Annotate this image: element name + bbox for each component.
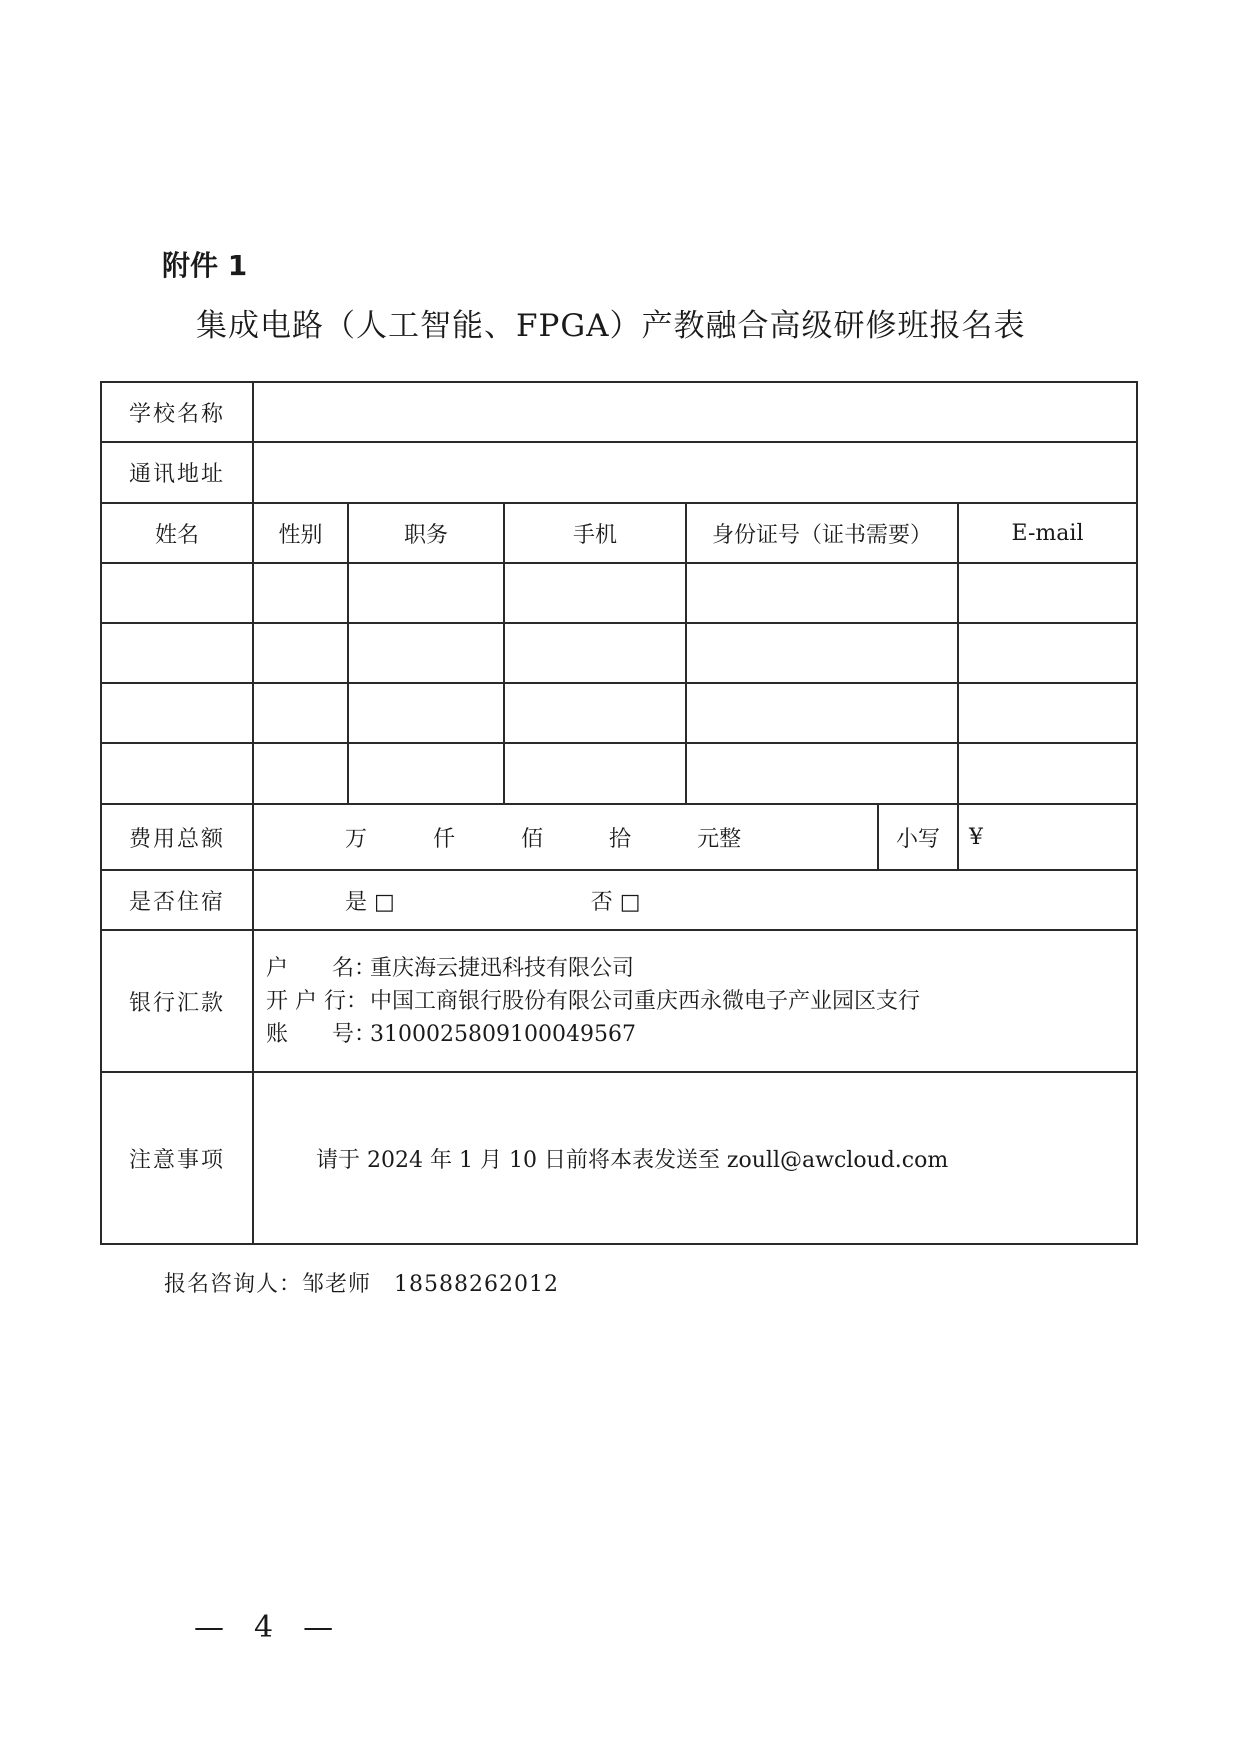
id-cell[interactable] — [686, 563, 958, 623]
phone-cell[interactable] — [504, 563, 686, 623]
position-cell[interactable] — [348, 623, 504, 683]
name-cell[interactable] — [101, 743, 253, 804]
id-cell[interactable] — [686, 743, 958, 804]
account-name: 重庆海云捷迅科技有限公司 — [370, 955, 635, 981]
account-number-key: 账 号： — [266, 1021, 377, 1047]
lodging-label: 是否住宿 — [101, 870, 253, 930]
notes-text: 请于 2024 年 1 月 10 日前将本表发送至 zoull@awcloud.com — [253, 1072, 1137, 1244]
address-row — [101, 442, 1137, 503]
table-row — [101, 563, 1137, 623]
bank-name-key: 开 户 行： — [266, 988, 368, 1014]
bank-info — [253, 930, 1137, 1072]
header-position: 职务 — [348, 503, 504, 563]
header-id-number: 身份证号（证书需要） — [686, 503, 958, 563]
fee-unit-yuan: 元整 — [697, 826, 742, 852]
fee-row — [101, 804, 1137, 870]
yen-symbol: ¥ — [969, 824, 983, 850]
gender-cell[interactable] — [253, 623, 348, 683]
school-field[interactable] — [253, 382, 1137, 442]
gender-cell[interactable] — [253, 683, 348, 743]
header-row — [101, 503, 1137, 563]
account-number: 3100025809100049567 — [370, 1021, 636, 1047]
notes-row — [101, 1072, 1137, 1244]
bank-row — [101, 930, 1137, 1072]
fee-label: 费用总额 — [101, 804, 253, 870]
lodging-yes-checkbox[interactable]: 是 □ — [345, 889, 395, 915]
position-cell[interactable] — [348, 563, 504, 623]
name-cell[interactable] — [101, 563, 253, 623]
email-cell[interactable] — [958, 683, 1137, 743]
school-row — [101, 382, 1137, 442]
table-row — [101, 623, 1137, 683]
bank-name: 中国工商银行股份有限公司重庆西永微电子产业园区支行 — [370, 988, 921, 1014]
school-label: 学校名称 — [101, 382, 253, 442]
fee-unit-wan: 万 — [345, 826, 368, 852]
id-cell[interactable] — [686, 623, 958, 683]
email-cell[interactable] — [958, 563, 1137, 623]
bank-label: 银行汇款 — [101, 930, 253, 1072]
phone-cell[interactable] — [504, 683, 686, 743]
lodging-row — [101, 870, 1137, 930]
header-phone: 手机 — [504, 503, 686, 563]
address-field[interactable] — [253, 442, 1137, 503]
name-cell[interactable] — [101, 623, 253, 683]
form-title: 集成电路（人工智能、FPGA）产教融合高级研修班报名表 — [196, 308, 1026, 344]
name-cell[interactable] — [101, 683, 253, 743]
fee-amount-field[interactable] — [253, 804, 878, 870]
fee-unit-shi: 拾 — [609, 826, 632, 852]
lodging-no-checkbox[interactable]: 否 □ — [590, 889, 641, 915]
gender-cell[interactable] — [253, 743, 348, 804]
lodging-options — [253, 870, 1137, 930]
contact-info: 报名咨询人：邹老师 18588262012 — [164, 1272, 559, 1297]
header-name: 姓名 — [101, 503, 253, 563]
address-label: 通讯地址 — [101, 442, 253, 503]
id-cell[interactable] — [686, 683, 958, 743]
page-number: — 4 — — [194, 1610, 334, 1645]
email-cell[interactable] — [958, 743, 1137, 804]
position-cell[interactable] — [348, 683, 504, 743]
gender-cell[interactable] — [253, 563, 348, 623]
fee-unit-bai: 佰 — [521, 826, 544, 852]
header-email: E-mail — [958, 503, 1137, 563]
notes-label: 注意事项 — [101, 1072, 253, 1244]
registration-form — [100, 381, 1138, 1245]
table-row — [101, 743, 1137, 804]
attachment-label: 附件 1 — [162, 249, 248, 282]
account-name-key: 户 名： — [266, 955, 377, 981]
header-gender: 性别 — [253, 503, 348, 563]
phone-cell[interactable] — [504, 623, 686, 683]
table-row — [101, 683, 1137, 743]
small-label: 小写 — [878, 804, 958, 870]
position-cell[interactable] — [348, 743, 504, 804]
phone-cell[interactable] — [504, 743, 686, 804]
fee-unit-qian: 仟 — [433, 826, 456, 852]
fee-small-field[interactable] — [958, 804, 1137, 870]
email-cell[interactable] — [958, 623, 1137, 683]
